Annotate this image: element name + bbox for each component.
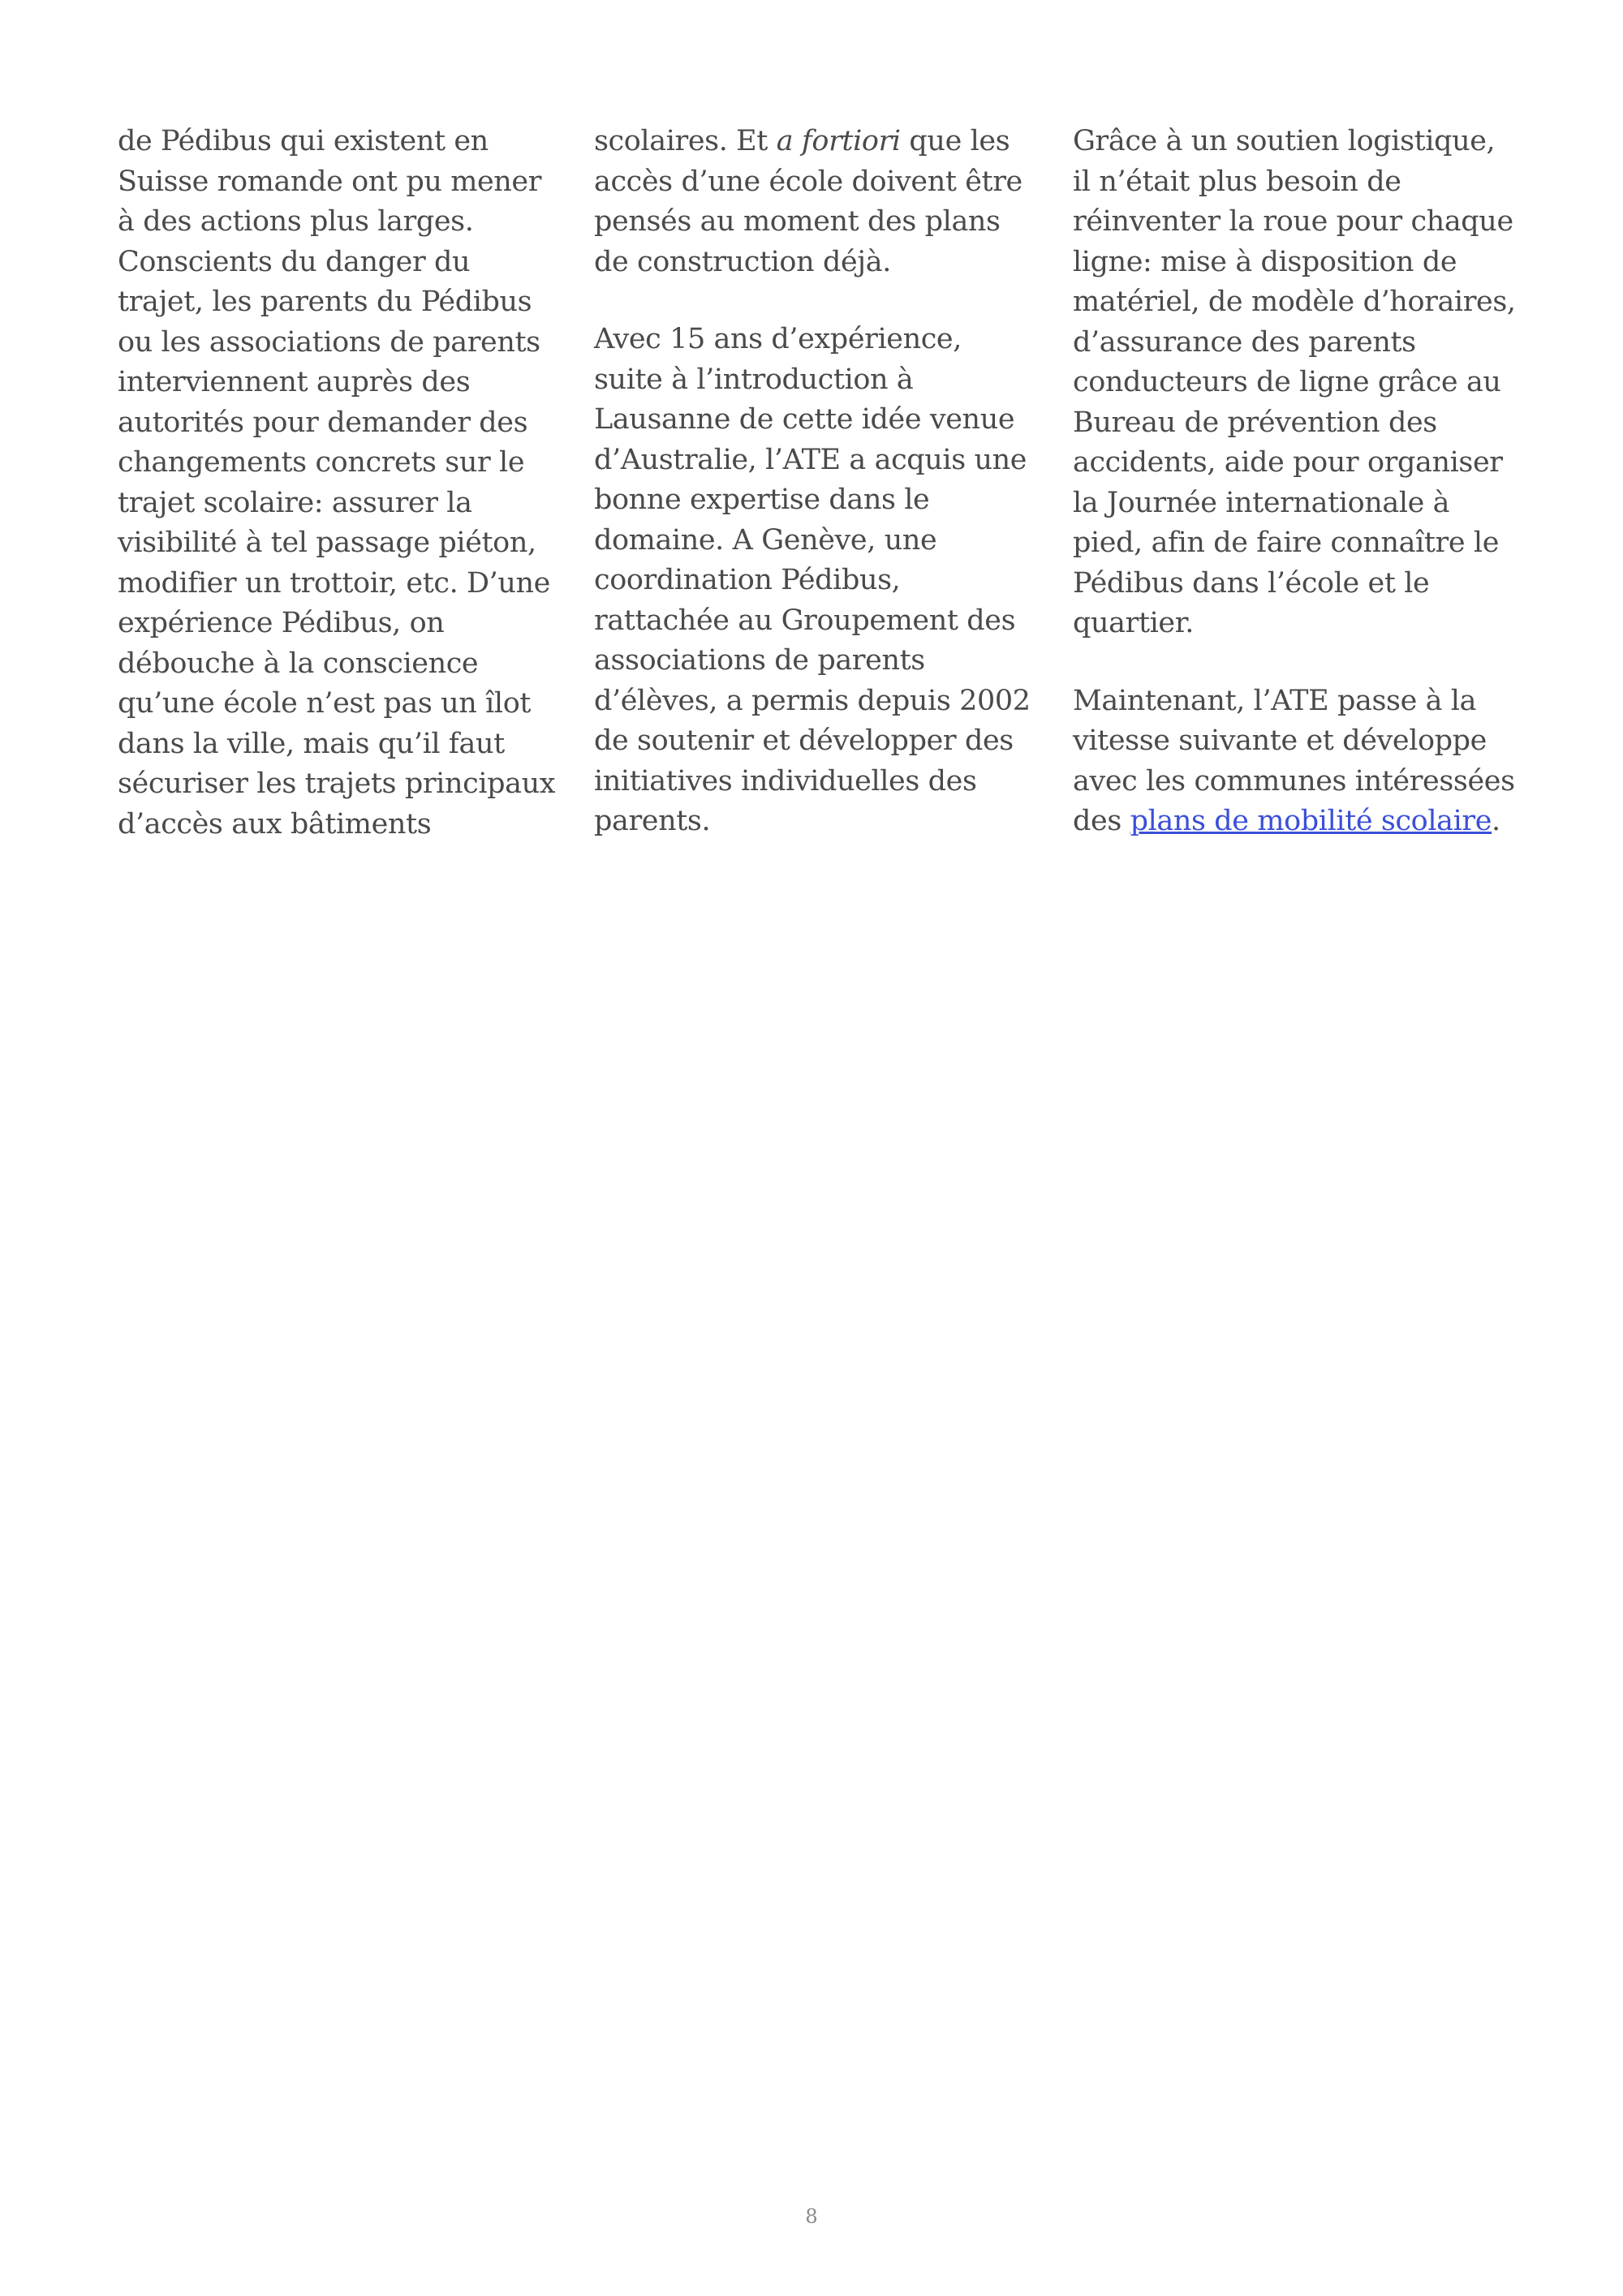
text-segment: Avec 15 ans d’expérience, suite à l’introduction à Lausanne de cette idée venue d’Australie, l’ATE a acquis une bonne expertise dans le domaine. A Genève, une coordination Pédibus, rattachée au Groupement des associations de parents d’élèves, a permis depuis 2002 de soutenir et développer des initiatives individuelles des parents. xyxy=(594,323,1031,837)
italic-phrase: a fortiori xyxy=(776,125,901,157)
paragraph xyxy=(118,122,562,845)
paragraph xyxy=(1073,681,1518,842)
text-segment: que les accès d’une école doivent être pensés au moment des plans de construction déjà. xyxy=(594,125,1022,278)
mobility-plans-link[interactable]: plans de mobilité scolaire xyxy=(1130,805,1492,837)
text-segment: de Pédibus qui existent en Suisse romande ont pu mener à des actions plus larges. Conscients du danger du trajet, les parents du Pédibus ou les associations de parents interviennent auprès des autorités pour demander des changements concrets sur le trajet scolaire: assurer la visibilité à tel passage piéton, modifier un trottoir, etc. D’une expérience Pédibus, on débouche à la conscience qu’une école n’est pas un îlot dans la ville, mais qu’il faut sécuriser les trajets principaux d’accès aux bâtiments xyxy=(118,125,556,841)
paragraph xyxy=(1073,122,1518,644)
page-number: 8 xyxy=(805,2205,818,2228)
paragraph xyxy=(594,320,1039,842)
paragraph xyxy=(594,122,1039,282)
text-column-1 xyxy=(118,122,562,845)
text-segment: . xyxy=(1492,805,1500,837)
text-segment: Grâce à un soutien logistique, il n’était plus besoin de réinventer la roue pour chaque ligne: mise à disposition de matériel, de modèle d’horaires, d’assurance des parents conducteurs de ligne grâce au Bureau de prévention des accidents, aide pour organiser la Journée internationale à pied, afin de faire connaître le Pédibus dans l’école et le quartier. xyxy=(1073,125,1516,639)
text-segment: Maintenant, l’ATE passe à la vitesse suivante et développe avec les communes intéressées des xyxy=(1073,684,1515,837)
text-column-2 xyxy=(594,122,1039,842)
text-column-3 xyxy=(1073,122,1518,842)
text-segment: scolaires. Et xyxy=(594,125,777,157)
